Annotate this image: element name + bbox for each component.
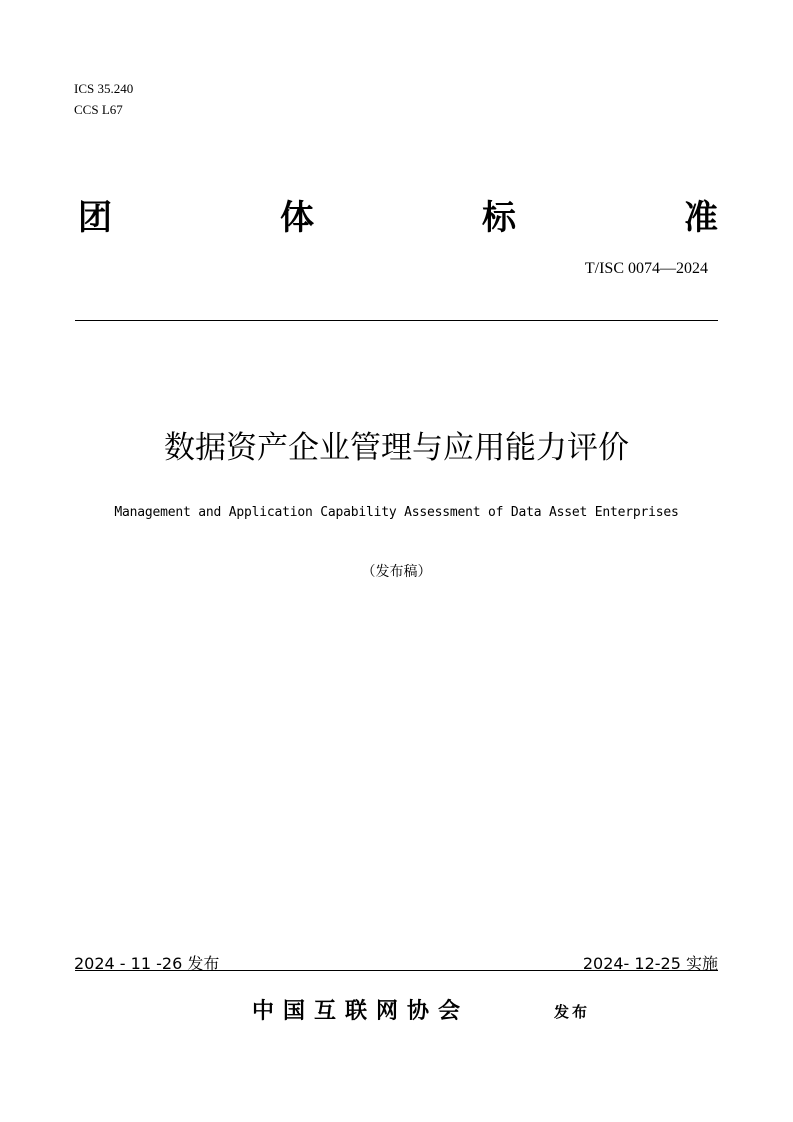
issuing-organization: 中国互联网协会 — [252, 999, 470, 1024]
issue-label: 发布 — [554, 1003, 591, 1021]
publish-date: 2024 - 11 -26 发布 — [74, 954, 220, 973]
classification-codes — [74, 78, 133, 120]
standard-kind-char: 体 — [280, 198, 314, 238]
ccs-code: CCS L67 — [74, 102, 123, 117]
standard-kind-char: 团 — [78, 198, 112, 238]
header-divider — [75, 320, 718, 321]
standard-kind-char: 标 — [482, 198, 516, 238]
standard-kind-char: 准 — [684, 198, 718, 238]
implement-date: 2024- 12-25 实施 — [582, 954, 718, 973]
ics-code: ICS 35.240 — [74, 81, 134, 96]
document-title: 数据资产企业管理与应用能力评价 — [164, 430, 629, 466]
standard-kind-heading — [78, 196, 718, 240]
draft-status: （发布稿） — [361, 564, 432, 580]
document-title-english: Management and Application Capability Assessment of Data Asset Enterprises — [114, 505, 679, 520]
footer-divider — [75, 970, 718, 971]
standard-number: T/ISC 0074—2024 — [584, 260, 708, 277]
